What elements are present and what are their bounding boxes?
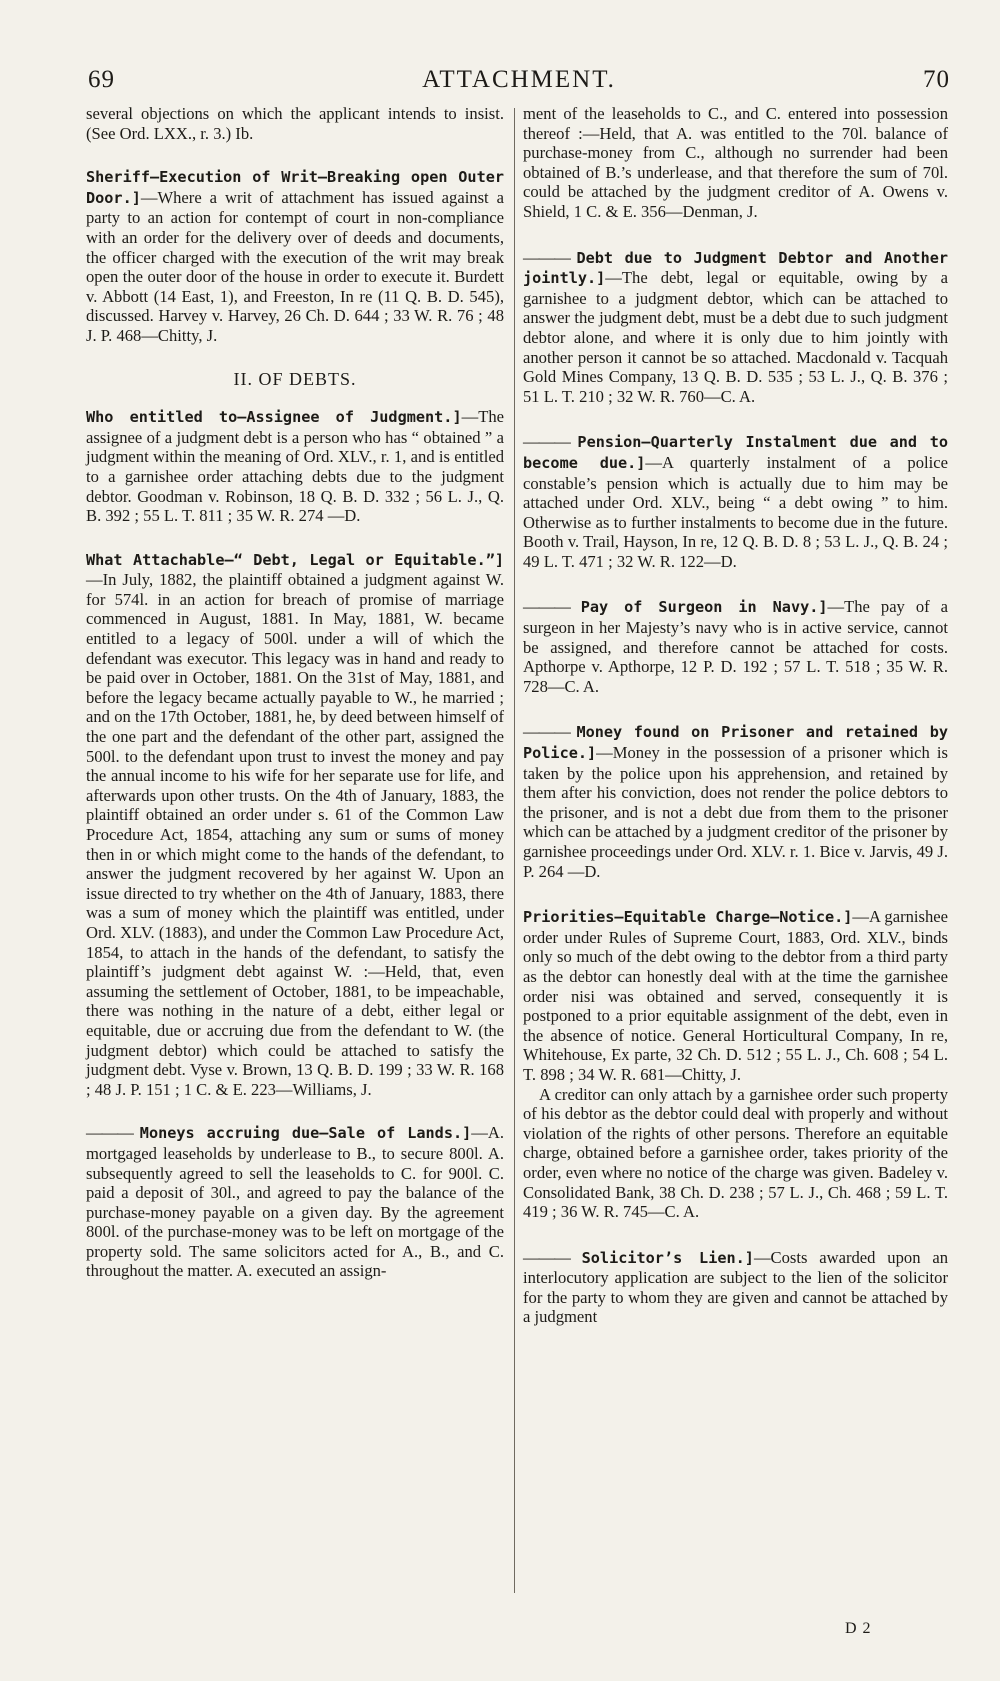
entry-what-attachable (86, 550, 504, 1100)
page-number-left: 69 (88, 66, 115, 93)
entry-body: —A garnishee order under Rules of Supreme Court, 1883, Ord. XLV., binds only so much of the debt owing to the debtor from a third party as the debtor can honestly deal with at the time the garnishee order nisi was obtained and served, consequently it is postponed to a prior equitable assignment of the debt, even in the absence of notice. General Horticultural Company, In re, Whitehouse, Ex parte, 32 Ch. D. 512 ; 55 L. J., Ch. 608 ; 54 L. T. 898 ; 34 W. R. 681—Chitty, J. (523, 907, 948, 1084)
entry-heading: Pay of Surgeon in Navy.] (580, 598, 828, 617)
entry-assignee (86, 407, 504, 526)
entry-pension (523, 432, 948, 571)
entry-dash: ——— (523, 722, 570, 742)
intro-paragraph: several objections on which the applicant intends to insist. (See Ord. LXX., r. 3.) Ib. (86, 104, 504, 143)
entry-priorities (523, 907, 948, 1222)
entry-moneys-accruing (86, 1123, 504, 1281)
entry-body: —The assignee of a judgment debt is a person who has “ obtained ” a judgment within the meaning of Ord. XLV., r. 1, and is entitled to a garnishee order attaching debts due to the judgment debtor. Goodman v. Robinson, 18 Q. B. D. 332 ; 56 L. J., Q. B. 392 ; 55 L. T. 811 ; 35 W. R. 274 —D. (86, 407, 504, 526)
entry-heading: Money found on Prisoner and retained by Police.] (523, 723, 948, 763)
entry-body: —A. mortgaged leaseholds by underlease to B., to secure 800l. A. subsequently agreed to sell the leaseholds to C. for 900l. C. paid a deposit of 30l., and agreed to pay the balance of the purchase-money payable on a given day. By the agreement 800l. of the purchase-money was to be left on mortgage of the property sold. The same solicitors acted for A., B., and C. throughout the matter. A. executed an assign- (86, 1123, 504, 1281)
entry-body: —A quarterly instalment of a police constable’s pension which is actually due to him may be attached under Ord. XLV., being “ a debt owing ” to him. Otherwise as to further instalments to become due in the future. Booth v. Trail, Hayson, In re, 12 Q. B. D. 8 ; 53 L. J., Q. B. 24 ; 49 L. T. 471 ; 32 W. R. 122—D. (523, 452, 948, 571)
entry-body: —Where a writ of attachment has issued against a party to an action for contempt of court in non-compliance with an order for the delivery over of deeds and documents, the officer charged with the execution of the writ may break open the outer door of the house in order to execute it. Burdett v. Abbott (14 East, 1), and Freeston, In re (11 Q. B. D. 545), discussed. Harvey v. Harvey, 26 Ch. D. 644 ; 33 W. R. 76 ; 48 J. P. 468—Chitty, J. (86, 187, 504, 345)
entry-debt-jointly (523, 248, 948, 407)
column-divider (514, 108, 515, 1593)
entry-sheriff (86, 167, 504, 345)
entry-heading: Who entitled to—Assignee of Judgment.] (86, 408, 462, 427)
entry-heading: Debt due to Judgment Debtor and Another jointly.] (523, 248, 948, 288)
entry-surgeon-pay (523, 597, 948, 696)
entry-heading: Sheriff—Execution of Writ—Breaking open Outer Door.] (86, 168, 504, 207)
entry-heading: What Attachable—“ Debt, Legal or Equitable.”] (86, 550, 504, 569)
left-column (86, 104, 504, 1305)
entry-dash: ——— (86, 1123, 133, 1143)
entry-body: —Costs awarded upon an interlocutory application are subject to the lien of the solicitor for the party to whom they are given and cannot be attached by a judgment (523, 1247, 949, 1327)
entry-body: —Money in the possession of a prisoner which is taken by the police upon his apprehension, and retained by them after his conviction, does not render the police debtors to the prisoner, and is not a debt due from them to the prisoner which can be attached by a judgment creditor of the prisoner by garnishee proceedings under Ord. XLV. r. 1. Bice v. Jarvis, 49 J. P. 264 —D. (523, 743, 948, 881)
signature-mark: D 2 (845, 1620, 872, 1637)
entry-dash: ——— (523, 1247, 570, 1267)
running-title: ATTACHMENT. (422, 66, 616, 93)
entry-body-second: A creditor can only attach by a garnishee order such property of his debtor as the debtor could deal with properly and without violation of the rights of other persons. Therefore an equitable charge, obtained before a garnishee order, takes priority of the order, even where no notice of the charge was given. Badeley v. Consolidated Bank, 38 Ch. D. 238 ; 57 L. J., Ch. 468 ; 59 L. T. 419 ; 36 W. R. 745—C. A. (523, 1084, 948, 1222)
section-heading: II. OF DEBTS. (233, 368, 357, 389)
entry-heading: Moneys accruing due—Sale of Lands.] (139, 1124, 472, 1143)
entry-heading: Priorities—Equitable Charge—Notice.] (523, 908, 853, 927)
entry-heading: Solicitor’s Lien.] (581, 1248, 754, 1267)
entry-body: —The pay of a surgeon in her Majesty’s navy who is in active service, cannot be assigned, and therefore cannot be attached for costs. Apthorpe v. Apthorpe, 12 P. D. 192 ; 57 L. T. 518 ; 35 W. R. 728—C. A. (523, 597, 948, 696)
right-column (523, 104, 948, 1351)
entry-dash: ——— (523, 247, 570, 267)
entry-body: —The debt, legal or equitable, owing by a garnishee to a judgment debtor, which can be attached to answer the judgment debt, must be a debt due to such judgment debtor alone, and where it is only due to him jointly with another person it cannot be so attached. Macdonald v. Tacquah Gold Mines Company, 13 Q. B. D. 535 ; 53 L. J., Q. B. 376 ; 51 L. T. 210 ; 32 W. R. 760—C. A. (523, 268, 948, 406)
entry-solicitor-lien (523, 1248, 948, 1327)
continuation-paragraph: ment of the leaseholds to C., and C. entered into possession thereof :—Held, that A. was entitled to the 70l. balance of purchase-money from C., although no surrender had been obtained of B.’s underlease, and that therefore the sum of 70l. could be attached by the judgment creditor of A. Owens v. Shield, 1 C. & E. 356—Denman, J. (523, 104, 948, 221)
entry-body: —In July, 1882, the plaintiff obtained a judgment against W. for 574l. in an action for breach of promise of marriage commenced in August, 1881. In May, 1881, W. became entitled to a legacy of 500l. under a will of which the defendant was executor. This legacy was in hand and ready to be paid over in October, 1881. On the 31st of May, 1881, and before the legacy became actually payable to W., he married ; and on the 17th October, 1881, he, by deed between himself of the one part and the defendant of the other part, assigned the 500l. to the defendant upon trust to invest the money and pay the annual income to his wife for her separate use for life, and afterwards upon other trusts. On the 4th of January, 1883, the plaintiff obtained an order under s. 61 of the Common Law Procedure Act, 1854, attaching any sum or sums of money then in or which might come to the hands of the defendant, to answer the judgment recovered by her against W. Upon an issue directed to try whether on the 4th of January, 1883, there was a sum of money which the plaintiff was entitled, under Ord. XLV. (1883), and under the Common Law Procedure Act, 1854, to attach in the hands of the defendant, to satisfy the plaintiff’s judgment debt against W. :—Held, that, even assuming the settlement of October, 1881, to be impeachable, there was nothing in the nature of a debt, either legal or equitable, due or accruing due from the defendant to W. (the judgment debtor) which could be attached to satisfy the judgment debt. Vyse v. Brown, 13 Q. B. D. 199 ; 33 W. R. 168 ; 48 J. P. 151 ; 1 C. & E. 223—Williams, J. (86, 570, 504, 1099)
page-header (88, 58, 950, 98)
entry-dash: ——— (523, 432, 570, 452)
page-number-right: 70 (923, 66, 950, 93)
entry-prisoner-money (523, 722, 948, 881)
entry-heading: Pension—Quarterly Instalment due and to become due.] (523, 433, 948, 472)
entry-dash: ——— (523, 597, 570, 617)
